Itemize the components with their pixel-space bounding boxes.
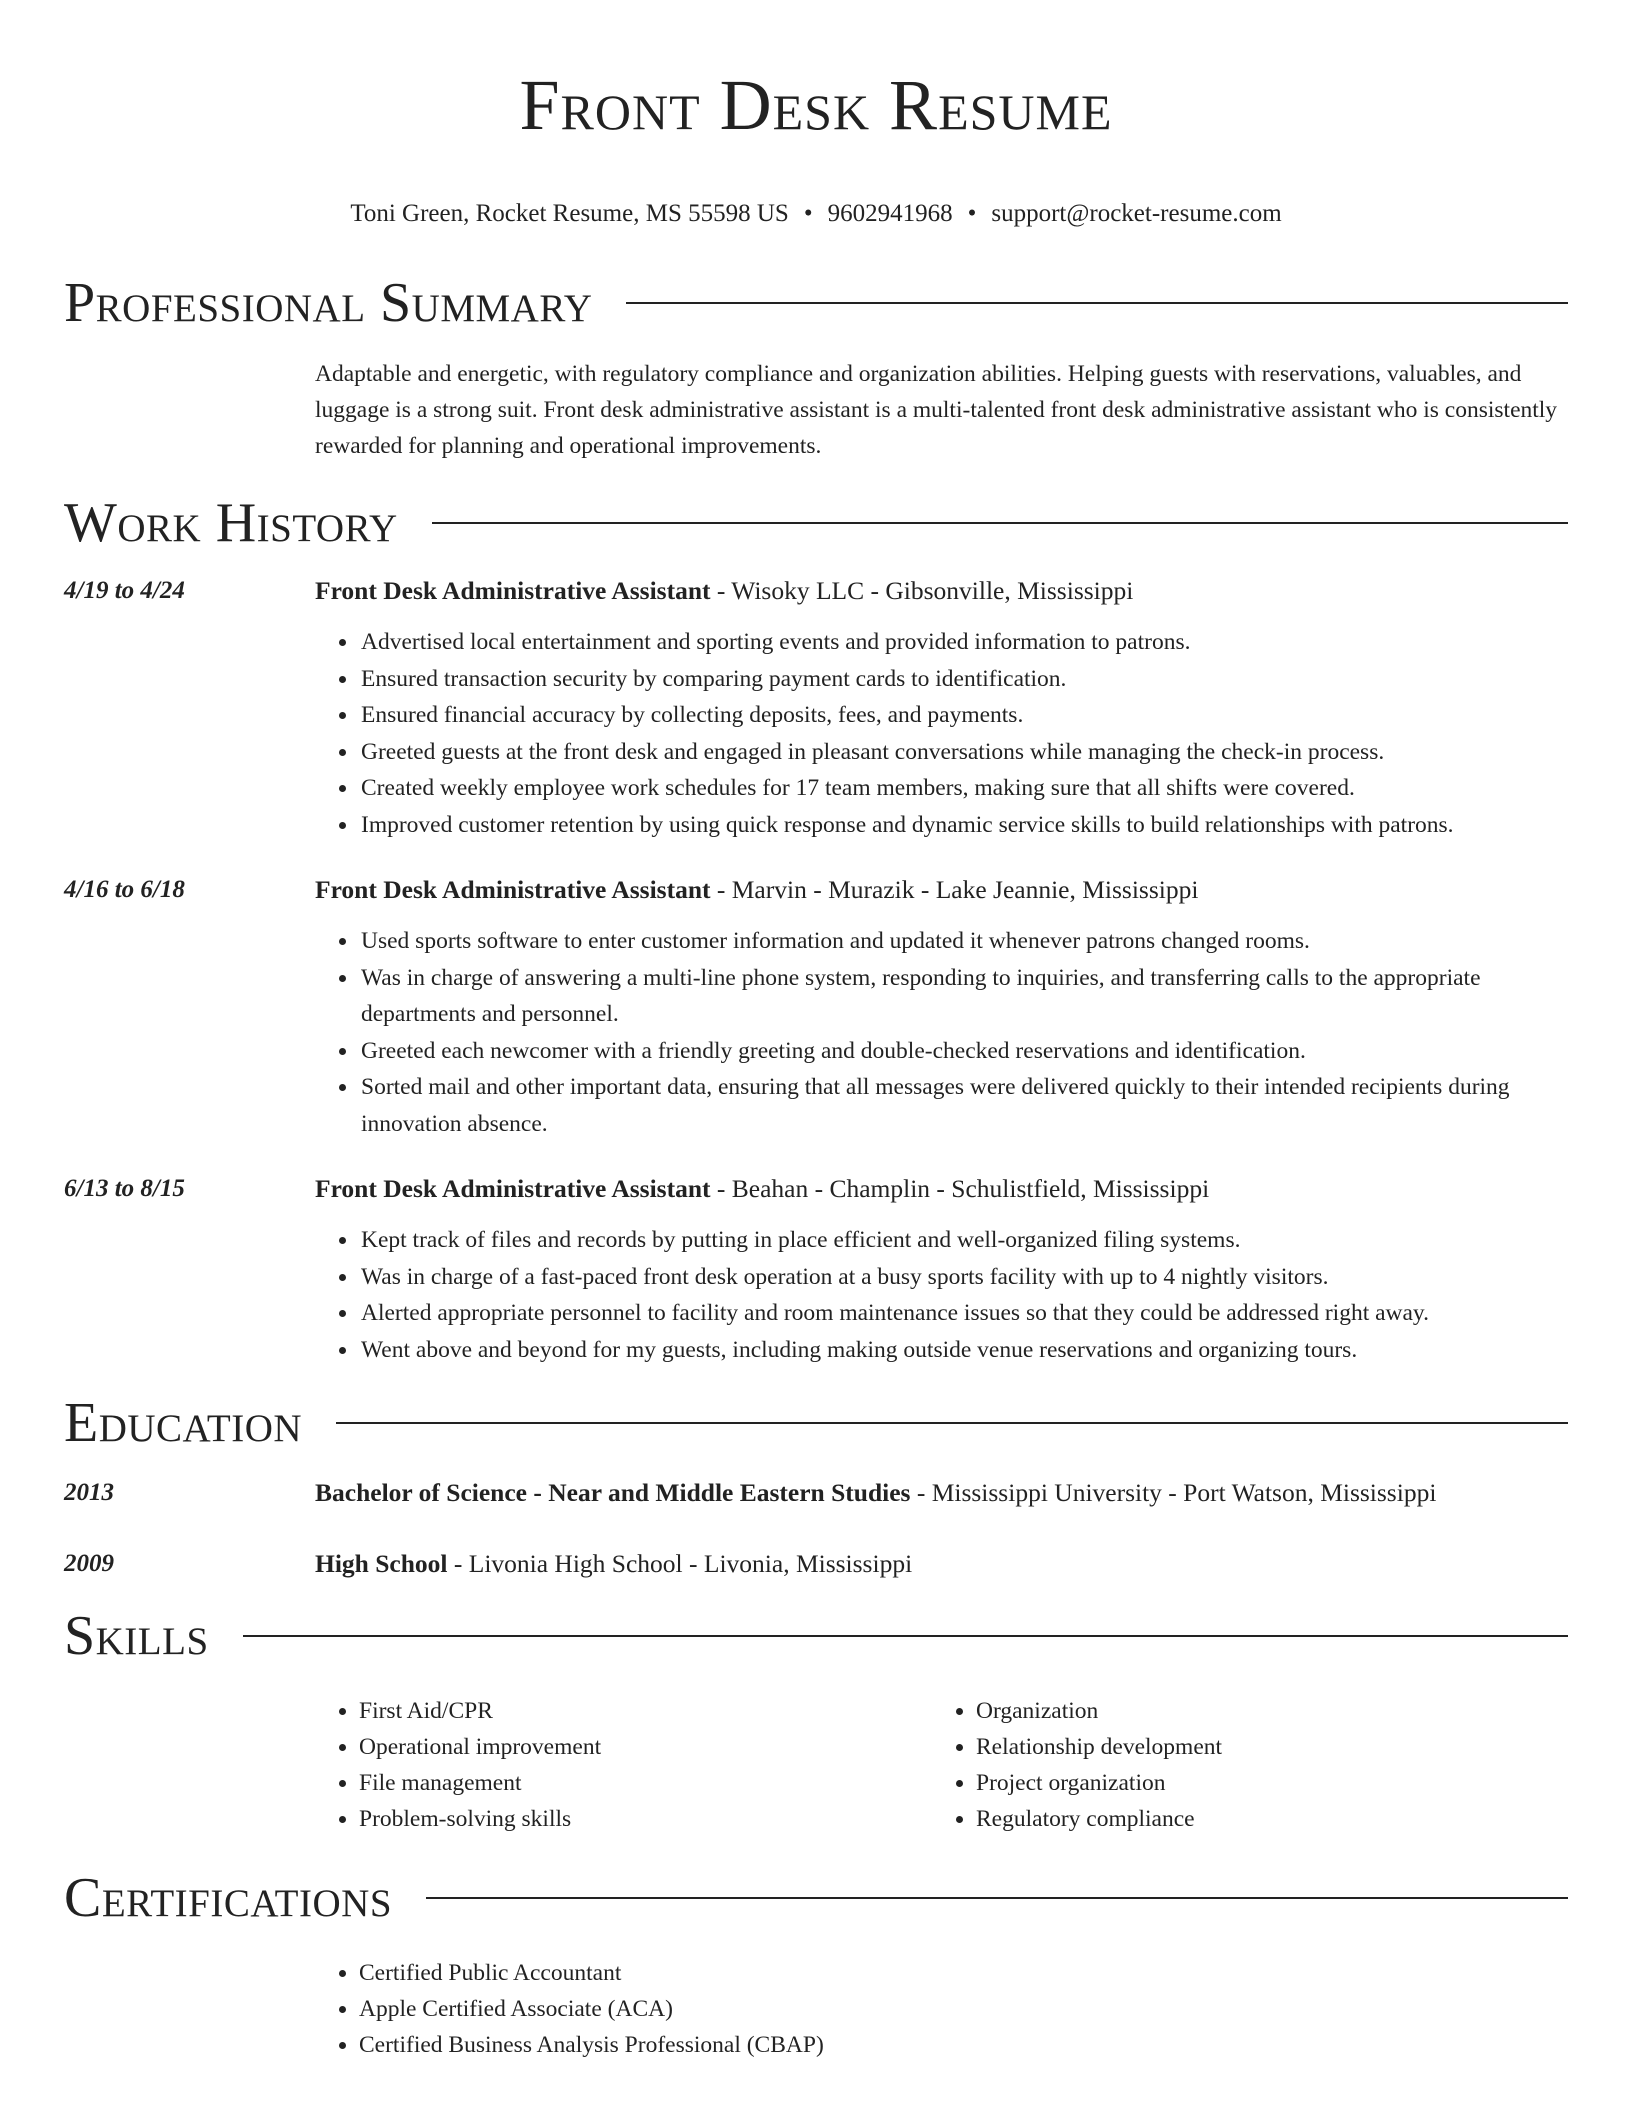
section-divider <box>426 1897 1568 1899</box>
job-dates: 4/16 to 6/18 <box>64 876 185 903</box>
list-item: • First Aid/CPR <box>359 1693 929 1729</box>
section-divider <box>243 1635 1568 1637</box>
job-role <box>315 574 1568 608</box>
job-entry <box>64 873 1568 1142</box>
education-role <box>315 1476 1568 1510</box>
list-item: • Was in charge of answering a multi-line phone system, responding to inquiries, and transferring calls to the appropriate departments and personnel. <box>359 960 1568 1033</box>
list-item: • Certified Business Analysis Professional (CBAP) <box>359 2027 1568 2063</box>
education-entry <box>64 1476 1568 1510</box>
list-item: • Ensured financial accuracy by collecting deposits, fees, and payments. <box>359 697 1568 734</box>
job-role <box>315 873 1568 907</box>
list-item: • Project organization <box>976 1765 1536 1801</box>
summary-section <box>64 272 1568 464</box>
job-details: - Marvin - Murazik - Lake Jeannie, Mississippi <box>710 875 1199 904</box>
summary-header <box>64 272 1568 334</box>
contact-separator: • <box>803 200 813 227</box>
list-item: • Used sports software to enter customer information and updated it whenever patrons changed rooms. <box>359 923 1568 960</box>
list-item: • Kept track of files and records by putting in place efficient and well-organized filing systems. <box>359 1222 1568 1259</box>
list-item: • Ensured transaction security by comparing payment cards to identification. <box>359 661 1568 698</box>
education-degree: High School <box>315 1549 448 1578</box>
skills-list <box>315 1693 1568 1837</box>
contact-email: support@rocket-resume.com <box>991 200 1282 227</box>
job-role <box>315 1172 1568 1206</box>
list-item: • Apple Certified Associate (ACA) <box>359 1991 1568 2027</box>
list-item: • Greeted guests at the front desk and engaged in pleasant conversations while managing the check-in process. <box>359 734 1568 771</box>
list-item: • Certified Public Accountant <box>359 1955 1568 1991</box>
job-title: Front Desk Administrative Assistant <box>315 875 711 904</box>
job-bullets <box>315 624 1568 843</box>
job-bullets <box>315 923 1568 1142</box>
summary-text: Adaptable and energetic, with regulatory compliance and organization abilities. Helping guests with reservations, valuables, and luggage is a strong suit. Front desk administrative assistant is a multi-talented front desk administrative assistant who is consistently rewarded for planning and operational improvements. <box>315 361 1558 459</box>
certifications-section <box>64 1867 1568 2063</box>
list-item: • Relationship development <box>976 1729 1536 1765</box>
section-divider <box>626 302 1568 304</box>
education-body <box>315 1476 1568 1510</box>
section-heading: Certifications <box>64 1867 393 1929</box>
skills-column-left <box>315 1693 929 1837</box>
education-year: 2009 <box>64 1550 114 1577</box>
education-header <box>64 1392 1568 1454</box>
certifications-header <box>64 1867 1568 1929</box>
certifications-items <box>315 1955 1568 2063</box>
list-item: • Greeted each newcomer with a friendly greeting and double-checked reservations and identification. <box>359 1033 1568 1070</box>
list-item: • Organization <box>976 1693 1536 1729</box>
contact-phone: 9602941968 <box>827 200 953 227</box>
job-entry <box>64 574 1568 843</box>
job-dates: 6/13 to 8/15 <box>64 1175 185 1202</box>
contact-address: Toni Green, Rocket Resume, MS 55598 US <box>350 200 789 227</box>
job-body <box>315 873 1568 1142</box>
list-item: • Was in charge of a fast-paced front desk operation at a busy sports facility with up to 4 nightly visitors. <box>359 1259 1568 1296</box>
section-heading: Education <box>64 1392 303 1454</box>
education-entry <box>64 1547 1568 1581</box>
list-item: • Regulatory compliance <box>976 1801 1536 1837</box>
section-heading: Professional Summary <box>64 272 593 334</box>
job-bullets <box>315 1222 1568 1368</box>
job-entry <box>64 1172 1568 1368</box>
education-role <box>315 1547 1568 1581</box>
education-body <box>315 1547 1568 1581</box>
education-degree: Bachelor of Science - Near and Middle Eastern Studies <box>315 1478 911 1507</box>
skills-column-right <box>932 1693 1536 1837</box>
education-details: - Livonia High School - Livonia, Mississippi <box>447 1549 913 1578</box>
contact-line <box>0 198 1632 230</box>
job-title: Front Desk Administrative Assistant <box>315 576 711 605</box>
job-title: Front Desk Administrative Assistant <box>315 1174 711 1203</box>
list-item: • Alerted appropriate personnel to facility and room maintenance issues so that they could be addressed right away. <box>359 1295 1568 1332</box>
list-item: • Operational improvement <box>359 1729 929 1765</box>
section-heading: Work History <box>64 492 398 554</box>
section-heading: Skills <box>64 1605 209 1667</box>
contact-separator: • <box>967 200 977 227</box>
education-details: - Mississippi University - Port Watson, Mississippi <box>910 1478 1437 1507</box>
list-item: • Advertised local entertainment and sporting events and provided information to patrons. <box>359 624 1568 661</box>
job-body <box>315 1172 1568 1368</box>
job-details: - Beahan - Champlin - Schulistfield, Mississippi <box>710 1174 1210 1203</box>
education-year: 2013 <box>64 1479 114 1506</box>
list-item: • Improved customer retention by using quick response and dynamic service skills to build relationships with patrons. <box>359 807 1568 844</box>
job-details: - Wisoky LLC - Gibsonville, Mississippi <box>710 576 1134 605</box>
section-divider <box>336 1422 1568 1424</box>
list-item: • Created weekly employee work schedules for 17 team members, making sure that all shifts were covered. <box>359 770 1568 807</box>
education-section <box>64 1392 1568 1581</box>
list-item: • Sorted mail and other important data, ensuring that all messages were delivered quickly to their intended recipients during innovation absence. <box>359 1069 1568 1142</box>
job-body <box>315 574 1568 843</box>
certifications-list <box>315 1955 1568 2063</box>
skills-section <box>64 1605 1568 1837</box>
work-history-header <box>64 492 1568 554</box>
section-divider <box>432 522 1568 524</box>
list-item: • File management <box>359 1765 929 1801</box>
work-history-section <box>64 492 1568 1368</box>
job-dates: 4/19 to 4/24 <box>64 577 185 604</box>
list-item: • Went above and beyond for my guests, including making outside venue reservations and organizing tours. <box>359 1332 1568 1369</box>
page-title: Front Desk Resume <box>519 65 1113 145</box>
skills-header <box>64 1605 1568 1667</box>
list-item: • Problem-solving skills <box>359 1801 929 1837</box>
